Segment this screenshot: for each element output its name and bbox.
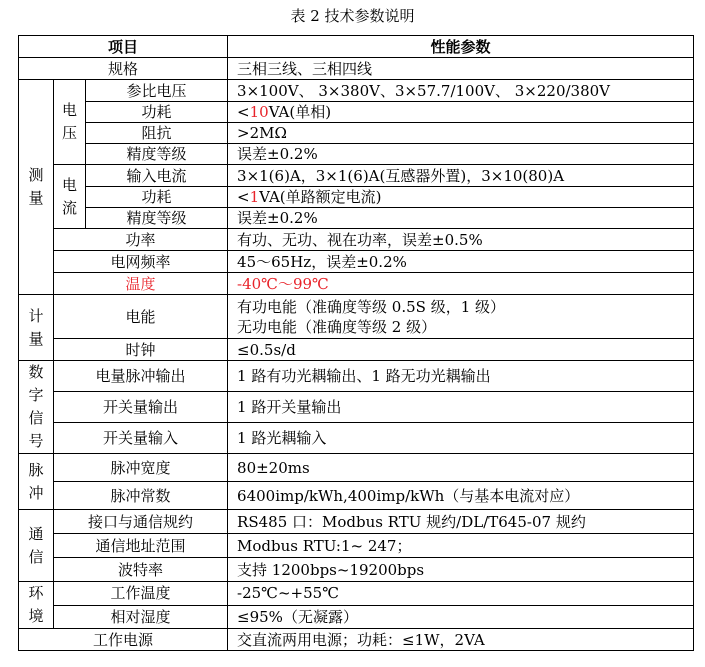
row-label: 时钟 (54, 339, 228, 361)
row-label: 脉冲常数 (54, 482, 228, 510)
header-row (19, 36, 694, 58)
table-row (19, 58, 694, 80)
table-row (19, 361, 694, 392)
row-value: <1VA(单路额定电流) (228, 187, 694, 208)
row-label: 电能 (54, 295, 228, 339)
row-label: 接口与通信规约 (54, 510, 228, 534)
row-label: 相对湿度 (54, 605, 228, 629)
row-label: 工作温度 (54, 582, 228, 606)
row-value: 支持 1200bps~19200bps (228, 558, 694, 582)
table-row (19, 339, 694, 361)
row-value: 1 路光耦输入 (228, 423, 694, 454)
row-value: 1 路开关量输出 (228, 392, 694, 423)
row-label: 温度 (54, 273, 228, 295)
row-value: ≤95%（无凝露） (228, 605, 694, 629)
row-value: ≤0.5s/d (228, 339, 694, 361)
row-value: 45～65Hz，误差±0.2% (228, 251, 694, 273)
group-label-digital: 数 字 信 号 (19, 361, 54, 454)
table-row (19, 273, 694, 295)
table-row (19, 510, 694, 534)
row-label: 波特率 (54, 558, 228, 582)
table-row (19, 454, 694, 482)
table-row (19, 534, 694, 558)
row-label: 阻抗 (86, 123, 228, 144)
table-row (19, 629, 694, 651)
table-row (19, 102, 694, 123)
row-value: 有功、无功、视在功率，误差±0.5% (228, 229, 694, 251)
row-label: 通信地址范围 (54, 534, 228, 558)
row-value: 交直流两用电源；功耗：≤1W，2VA (228, 629, 694, 651)
row-label: 脉冲宽度 (54, 454, 228, 482)
table-row (19, 558, 694, 582)
table-row (19, 165, 694, 187)
row-label: 功耗 (86, 187, 228, 208)
table-row (19, 482, 694, 510)
row-value: 6400imp/kWh,400imp/kWh（与基本电流对应） (228, 482, 694, 510)
group-label-pulse: 脉 冲 (19, 454, 54, 510)
row-label: 输入电流 (86, 165, 228, 187)
row-value: -25℃~+55℃ (228, 582, 694, 606)
row-label: 功耗 (86, 102, 228, 123)
row-value: 80±20ms (228, 454, 694, 482)
table-row (19, 295, 694, 339)
row-label: 参比电压 (86, 80, 228, 102)
group-label-metering: 计 量 (19, 295, 54, 361)
header-item: 项目 (19, 36, 228, 58)
row-label: 开关量输入 (54, 423, 228, 454)
table-row (19, 80, 694, 102)
table-row (19, 229, 694, 251)
row-label: 精度等级 (86, 144, 228, 165)
row-value: 误差±0.2% (228, 208, 694, 229)
group-label-measure: 测 量 (19, 80, 54, 295)
table-row (19, 187, 694, 208)
row-value: 三相三线、三相四线 (228, 58, 694, 80)
row-value: 3×1(6)A，3×1(6)A(互感器外置)，3×10(80)A (228, 165, 694, 187)
table-row (19, 423, 694, 454)
table-row (19, 392, 694, 423)
row-label: 开关量输出 (54, 392, 228, 423)
row-label: 精度等级 (86, 208, 228, 229)
table-caption: 表 2 技术参数说明 (290, 7, 415, 25)
row-value: 有功电能（准确度等级 0.5S 级，1 级） 无功电能（准确度等级 2 级） (228, 295, 694, 339)
row-label: 电网频率 (54, 251, 228, 273)
spec-table (18, 35, 694, 651)
table-row (19, 251, 694, 273)
group-label-comm: 通 信 (19, 510, 54, 582)
row-value: >2MΩ (228, 123, 694, 144)
table-row (19, 208, 694, 229)
row-value: 误差±0.2% (228, 144, 694, 165)
row-value: RS485 口：Modbus RTU 规约/DL/T645-07 规约 (228, 510, 694, 534)
row-value: 3×100V、 3×380V、3×57.7/100V、 3×220/380V (228, 80, 694, 102)
row-label: 工作电源 (19, 629, 228, 651)
row-label: 功率 (54, 229, 228, 251)
row-label: 电量脉冲输出 (54, 361, 228, 392)
subgroup-label-voltage: 电 压 (54, 80, 86, 165)
subgroup-label-current: 电 流 (54, 165, 86, 229)
row-value: -40℃～99℃ (228, 273, 694, 295)
row-label: 规格 (19, 58, 228, 80)
table-row (19, 144, 694, 165)
group-label-env: 环 境 (19, 582, 54, 629)
row-value: <10VA(单相) (228, 102, 694, 123)
highlight-value: 1 (249, 188, 260, 206)
table-row (19, 123, 694, 144)
header-param: 性能参数 (228, 36, 694, 58)
row-value: 1 路有功光耦输出、1 路无功光耦输出 (228, 361, 694, 392)
table-row (19, 605, 694, 629)
table-row (19, 582, 694, 606)
row-value: Modbus RTU:1~ 247； (228, 534, 694, 558)
highlight-value: 10 (249, 103, 269, 121)
